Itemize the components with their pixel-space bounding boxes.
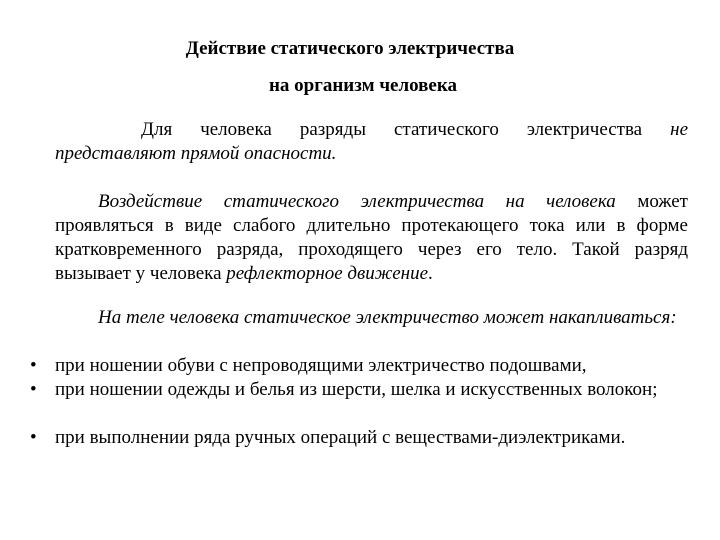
title-line-2: на организм человека	[268, 75, 458, 96]
list-item-text: при выполнении ряда ручных операций с веществами-диэлектриками.	[55, 427, 626, 448]
list-item-text: при ношении одежды и белья из шерсти, шелка и искусственных волокон;	[55, 379, 658, 400]
paragraph-danger-emphasis: не представляют прямой опасности.	[55, 119, 688, 164]
paragraph-effect	[55, 190, 688, 286]
bullet-icon: •	[30, 355, 37, 376]
list-item	[30, 378, 688, 402]
list-item	[30, 354, 688, 378]
title-line-1: Действие статического электричества	[185, 38, 515, 59]
paragraph-effect-emphasis-2: рефлекторное движение	[226, 263, 429, 284]
paragraph-danger-text: Для человека разряды статического электричества	[141, 119, 671, 140]
paragraph-accumulation	[55, 306, 688, 330]
list-item-text: при ношении обуви с непроводящими электричество подошвами,	[55, 355, 587, 376]
paragraph-effect-emphasis-1: Воздействие статического электричества на человека	[98, 191, 616, 212]
paragraph-accumulation-text: На теле человека статическое электричество может накапливаться:	[98, 307, 677, 328]
bullet-icon: •	[30, 427, 37, 448]
paragraph-danger	[55, 118, 688, 166]
bullet-icon: •	[30, 379, 37, 400]
list-item	[30, 426, 688, 450]
paragraph-effect-text-1: может проявляться в виде слабого длительно протекающего тока или в форме кратковременного разряда, проходящего через его тело. Такой разряд вызывает у человека	[55, 191, 688, 284]
paragraph-effect-text-2: .	[428, 263, 433, 284]
